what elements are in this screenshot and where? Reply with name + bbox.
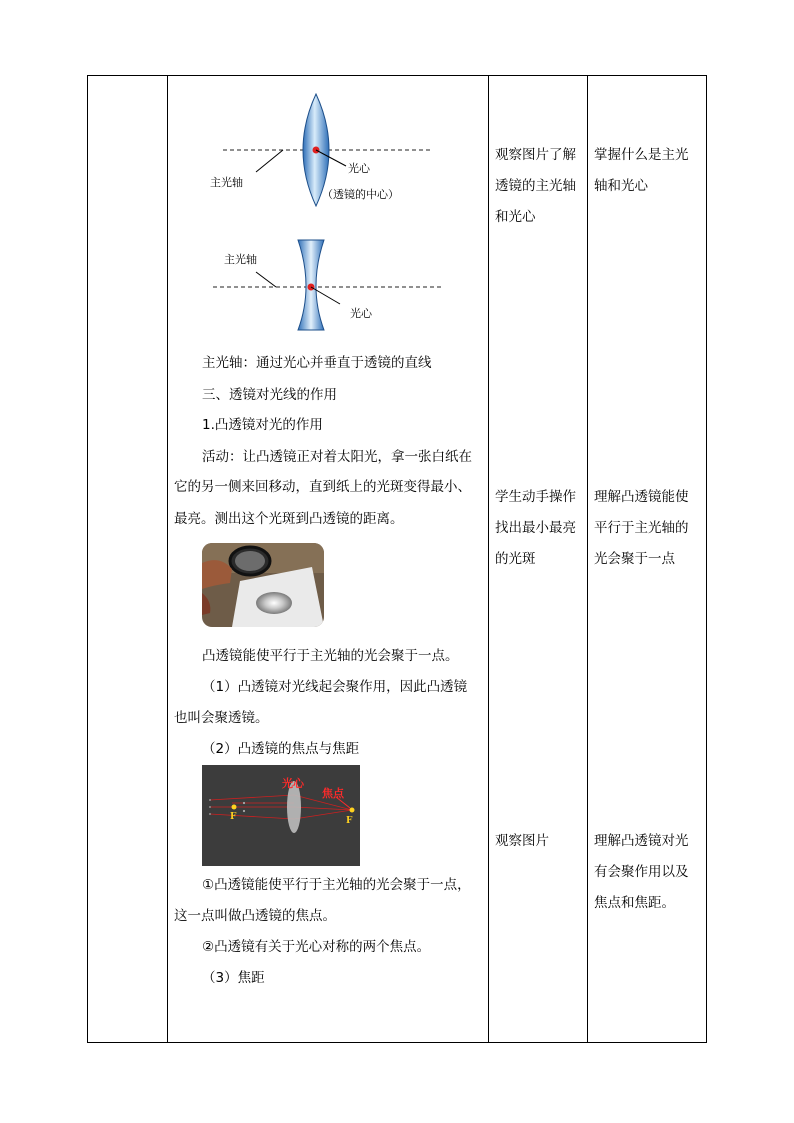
activity-text: 它的另一侧来回移动，直到纸上的光斑变得最小、 [174, 479, 471, 495]
activity-text: 活动：让凸透镜正对着太阳光，拿一张白纸在 [202, 449, 472, 465]
axis-definition: 主光轴：通过光心并垂直于透镜的直线 [202, 355, 432, 371]
design-intent-1: 掌握什么是主光 轴和光心 [594, 147, 689, 194]
center-note: （透镜的中心） [322, 188, 399, 201]
focus-definition: 这一点叫做凸透镜的焦点。 [174, 908, 336, 924]
list-item: （2）凸透镜的焦点与焦距 [202, 741, 360, 757]
sunlight-spot-photo [202, 543, 324, 627]
lesson-table [87, 75, 707, 1043]
design-intent-3: 理解凸透镜对光 有会聚作用以及 焦点和焦距。 [594, 833, 689, 911]
section-heading: 三、透镜对光线的作用 [202, 387, 337, 403]
list-item: 也叫会聚透镜。 [174, 710, 269, 726]
stage-cell [88, 76, 168, 1043]
teaching-content-cell [168, 76, 489, 1043]
student-activity-2: 学生动手操作 找出最小最亮 的光斑 [495, 489, 576, 567]
converge-statement: 凸透镜能使平行于主光轴的光会聚于一点。 [202, 648, 459, 664]
center-label: 光心 [350, 307, 372, 320]
focus-definition: ①凸透镜能使平行于主光轴的光会聚于一点， [202, 877, 471, 893]
axis-label: 主光轴 [210, 176, 243, 189]
activity-text: 最亮。测出这个光斑到凸透镜的距离。 [174, 511, 404, 527]
student-activity-cell [489, 76, 588, 1043]
design-intent-2: 理解凸透镜能使 平行于主光轴的 光会聚于一点 [594, 489, 689, 567]
list-item: （3）焦距 [202, 970, 265, 986]
axis-label: 主光轴 [224, 253, 257, 266]
focus-f-right: F [346, 816, 353, 826]
list-item: （1）凸透镜对光线起会聚作用，因此凸透镜 [202, 679, 468, 695]
two-foci-statement: ②凸透镜有关于光心对称的两个焦点。 [202, 939, 431, 955]
focal-point-diagram [202, 765, 360, 866]
focus-label: 焦点 [322, 787, 344, 800]
center-label: 光心 [348, 162, 370, 175]
student-activity-3: 观察图片 [495, 833, 549, 849]
focus-f-left: F [230, 812, 237, 822]
design-intent-cell [588, 76, 707, 1043]
student-activity-1: 观察图片了解 透镜的主光轴 和光心 [495, 147, 576, 225]
center-label: 光心 [282, 777, 304, 790]
subsection-heading: 1.凸透镜对光的作用 [202, 417, 323, 433]
